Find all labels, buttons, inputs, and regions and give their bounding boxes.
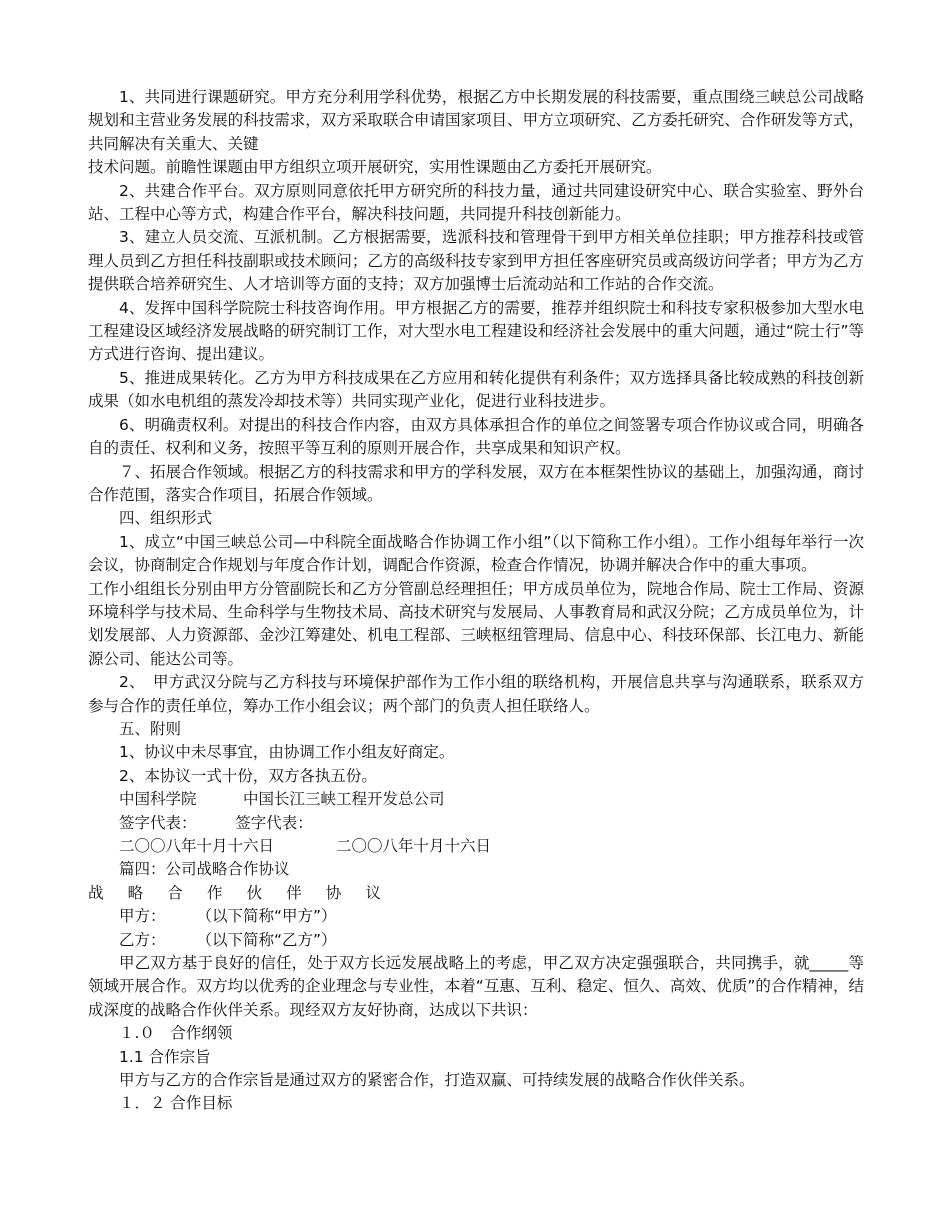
- party-a: 甲方： （以下简称“甲方”）: [119, 907, 337, 926]
- part-heading: 篇四：公司战略合作协议: [119, 860, 290, 879]
- clause-5: 5、推进成果转化。乙方为甲方科技成果在乙方应用和转化提供有利条件；双方选择具备比较成熟的科技创新成果（如水电机组的蒸发冷却技术等）共同实现产业化，促进行业科技进步。: [88, 368, 864, 411]
- section-1-2: １．２ 合作目标: [119, 1094, 233, 1113]
- org-members: 工作小组组长分别由甲方分管副院长和乙方分管副总经理担任；甲方成员单位为，院地合作局、院士工作局、资源环境科学与技术局、生命科学与生物技术局、高技术研究与发展局、人事教育局和武汉分院；乙方成员单位为，计划发展部、人力资源部、金沙江筹建处、机电工程部、三峡枢纽管理局、信息中心、科技环保部、长江电力、新能源公司、能达公司等。: [88, 579, 864, 668]
- section-1-1: 1.1 合作宗旨: [119, 1047, 211, 1066]
- org-clause-2: 2、 甲方武汉分院与乙方科技与环境保护部作为工作小组的联络机构，开展信息共享与沟通联系，联系双方参与合作的责任单位，筹办工作小组会议；两个部门的负责人担任联络人。: [88, 673, 864, 715]
- appendix-clause-2: 2、本协议一式十份，双方各执五份。: [119, 766, 377, 785]
- preamble: 甲乙双方基于良好的信任，处于双方长远发展战略上的考虑，甲乙双方决定强强联合，共同携手，就_____等领域开展合作。双方均以优秀的企业理念与专业性，本着“互惠、互利、稳定、恒久、高效、优质”的合作精神，结成深度的战略合作伙伴关系。现经双方友好协商，达成以下共识：: [88, 954, 864, 1019]
- signature-parties: 中国科学院 中国长江三峡工程开发总公司: [119, 790, 445, 809]
- appendix-clause-1: 1、协议中未尽事宜，由协调工作小组友好商定。: [119, 743, 455, 762]
- clause-3: 3、建立人员交流、互派机制。乙方根据需要，选派科技和管理骨干到甲方相关单位挂职；甲方推荐科技或管理人员到乙方担任科技副职或技术顾问；乙方的高级科技专家到甲方担任客座研究员或高级访问学者；甲方为乙方提供联合培养研究生、人才培训等方面的支持；双方加强博士后流动站和工作站的合作交流。: [88, 228, 864, 294]
- section-heading-organization: 四、组织形式: [119, 509, 213, 528]
- agreement-title: 战 略 合 作 伙 伴 协 议: [88, 883, 391, 902]
- signature-dates: 二〇〇八年十月十六日 二〇〇八年十月十六日: [119, 837, 492, 855]
- clause-2: 2、共建合作平台。双方原则同意依托甲方研究所的科技力量，通过共同建设研究中心、联合实验室、野外台站、工程中心等方式，构建合作平台，解决科技问题，共同提升科技创新能力。: [88, 181, 864, 224]
- party-b: 乙方： （以下简称“乙方”）: [119, 930, 337, 949]
- signature-representatives: 签字代表： 签字代表：: [119, 813, 313, 832]
- clause-4: 4、发挥中国科学院院士科技咨询作用。甲方根据乙方的需要，推荐并组织院士和科技专家积极参加大型水电工程建设区域经济发展战略的研究制订工作，对大型水电工程建设和经济社会发展中的重大问题，通过“院士行”等方式进行咨询、提出建议。: [88, 298, 864, 364]
- clause-1: 1、共同进行课题研究。甲方充分利用学科优势，根据乙方中长期发展的科技需要，重点围绕三峡总公司战略规划和主营业务发展的科技需求，双方采取联合申请国家项目、甲方立项研究、乙方委托研究、合作研发等方式，共同解决有关重大、关键: [88, 88, 864, 153]
- clause-6: 6、明确责权利。对提出的科技合作内容，由双方具体承担合作的单位之间签署专项合作协议或合同，明确各自的责任、权利和义务，按照平等互利的原则开展合作，共享成果和知识产权。: [88, 415, 864, 458]
- section-1-0: １.０ 合作纲领: [119, 1024, 233, 1043]
- org-clause-1: 1、成立“中国三峡总公司—中科院全面战略合作协调工作小组”（以下简称工作小组）。工作小组每年举行一次会议，协商制定合作规划与年度合作计划，调配合作资源，检查合作情况，协调并解决合作中的重大事项。: [88, 532, 864, 575]
- clause-7: ７、拓展合作领域。根据乙方的科技需求和甲方的学科发展，双方在本框架性协议的基础上，加强沟通，商讨合作范围，落实合作项目，拓展合作领域。: [88, 462, 864, 504]
- section-1-1-text: 甲方与乙方的合作宗旨是通过双方的紧密合作，打造双赢、可持续发展的战略合作伙伴关系。: [119, 1071, 755, 1090]
- clause-1-continued: 技术问题。前瞻性课题由甲方组织立项开展研究，实用性课题由乙方委托开展研究。: [88, 158, 662, 177]
- section-heading-appendix: 五、附则: [119, 719, 182, 738]
